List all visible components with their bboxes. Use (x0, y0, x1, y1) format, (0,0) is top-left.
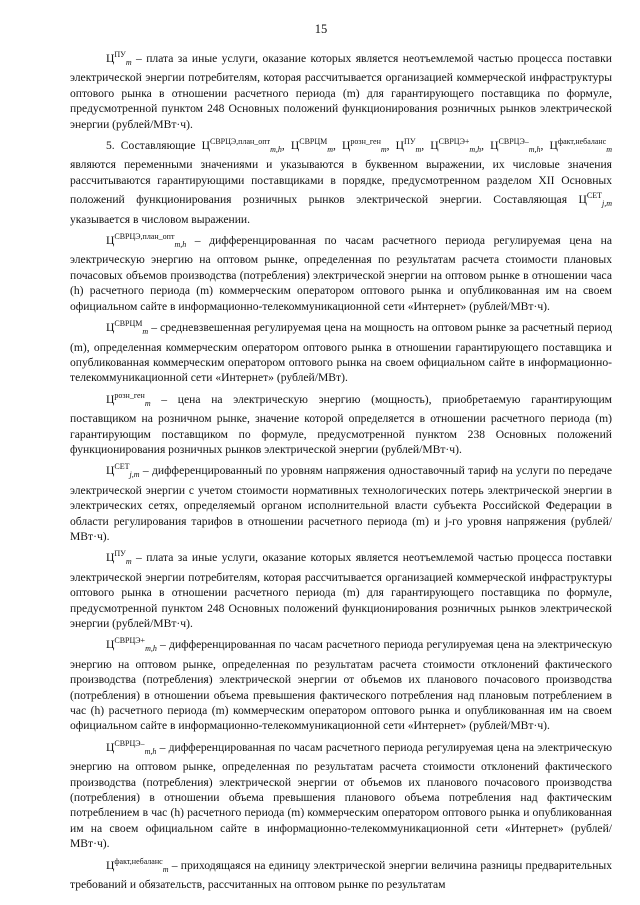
symbol-c-pu: $Ц^{ПУ}_m$ (106, 50, 132, 67)
definition-text: – дифференцированная по часам расчетного периода регулируемая цена на электрическую энергию на оптовом рынке, определенная по результатам расчета стоимости плановых почасовых объемов производства (потребления) электрической энергии на оптовом рынке в отношении часа (h) расчетного периода (m) коммерческим оператором оптового рынка и опубликованная им на своем официальном сайте в информационно-телекоммуникационной сети «Интернет» (рублей/МВт·ч). (70, 234, 612, 313)
page-number: 15 (314, 22, 328, 36)
symbol-c-svrce-plus: $Ц^{СВРЦЭ+}_{m,h}$ (430, 137, 482, 155)
symbol-c-pu: $Ц^{ПУ}_m$ (395, 137, 422, 155)
definition-text: – дифференцированная по часам расчетного периода регулируемая цена на электрическую энергию на оптовом рынке, определенная по результатам расчета стоимости отклонений фактического производства (потребления) электрической энергии от объемов их планового почасового производства (потребления) в отношении объема превышения планового объема потребления над фактическим потреблением в час (h) расчетного периода (m) коммерческим оператором оптового рынка и опубликованная им на своем официальном сайте в информационно-телекоммуникационной сети «Интернет» (рублей/МВт·ч). (70, 740, 612, 851)
definition-paragraph-pu-1 (70, 47, 612, 132)
definition-text: – дифференцированная по часам расчетного периода регулируемая цена на электрическую энергию на оптовом рынке, определенная по результатам расчета стоимости отклонений фактического производства (потребления) электрической энергии от объемов их планового почасового производства (потребления) в отношении объема превышения фактического потребления над плановым потреблением в час (h) расчетного периода (m) коммерческим оператором оптового рынка и опубликованная им на своем официальном сайте в информационно-телекоммуникационной сети «Интернет» (рублей/МВт·ч). (70, 638, 612, 733)
symbol-c-fakt-nebalans: $Ц^{факт,небаланс}_m$ (106, 856, 169, 874)
definition-paragraph-rozn-gen (70, 388, 612, 458)
symbol-c-svrce-minus: $Ц^{СВРЦЭ-}_{m,h}$ (490, 137, 541, 155)
symbol-c-svrce-minus: $Ц^{СВРЦЭ-}_{m,h}$ (106, 738, 157, 756)
definition-text: – цена на электрическую энергию (мощность), приобретаемую гарантирующим поставщиком на розничном рынке, значение которой определяется в отношении расчетного периода (m) гарантирующим поставщиком по формуле, предусмотренной пунктом 238 Основных положений функционирования розничных рынков электрической энергии (рублей/МВт·ч). (70, 392, 612, 456)
definition-paragraph-pu-2 (70, 546, 612, 631)
clause-text-b: указывается в числовом выражении. (70, 212, 251, 226)
symbol-c-rozn-gen: $Ц^{розн\_ген}_m$ (106, 390, 151, 408)
symbol-c-svrcm: $Ц^{СВРЦМ}_m$ (290, 137, 334, 155)
symbol-c-rozn-gen: $Ц^{розн\_ген}_m$ (342, 137, 387, 155)
definition-paragraph-fakt-nebalans (70, 854, 612, 893)
definition-text: – дифференцированный по уровням напряжения одноставочный тариф на услуги по передаче электрической энергии с учетом стоимости нормативных технологических потерь электрической энергии в электрических сетях, определяемый органом исполнительной власти субъекта Российской Федерации в области регулирования тарифов в отношении расчетного периода (m) и j-го уровня напряжения (рублей/МВт·ч). (70, 464, 612, 543)
definition-text: – средневзвешенная регулируемая цена на мощность на оптовом рынке за расчетный период (m), определенная коммерческим оператором оптового рынка в отношении гарантирующего поставщика и опубликованная коммерческим оператором оптового рынка на своем официальном сайте в информационно-телекоммуникационной сети «Интернет» (рублей/МВт). (70, 321, 612, 385)
definition-text: – плата за иные услуги, оказание которых является неотъемлемой частью процесса поставки электрической энергии потребителям, которая рассчитывается организацией коммерческой инфраструктуры оптового рынка в отношении расчетного периода (m) для гарантирующего поставщика по формуле, предусмотренной пунктом 248 Основных положений функционирования розничных рынков электрической энергии (рублей/МВт·ч). (70, 52, 612, 131)
clause-text-a: являются переменными значениями и указываются в буквенном выражении, их числовые значения рассчитываются гарантирующими поставщиками в порядке, предусмотренном разделом XII Основных положений функционирования розничных рынков электрической энергии. Составляющая (70, 158, 612, 207)
symbol-c-svrce-plan-opt: $Ц^{СВРЦЭ,план\_опт}_{m,h}$ (201, 137, 282, 155)
symbol-c-pu: $Ц^{ПУ}_m$ (106, 549, 132, 567)
definition-paragraph-svrce-minus (70, 736, 612, 852)
definition-text: – приходящаяся на единицу электрической энергии величина разницы предварительных требований и обязательств, рассчитанных на оптовом рынке по результатам (70, 858, 612, 892)
definition-paragraph-set (70, 459, 612, 544)
definition-paragraph-svrce-plan-opt (70, 229, 612, 314)
symbol-c-set: $Ц^{СЕТ}_{j,m}$ (578, 191, 612, 209)
symbol-c-fakt-nebalans: $Ц^{факт,небаланс}_m$ (549, 137, 612, 155)
definition-text: – плата за иные услуги, оказание которых является неотъемлемой частью процесса поставки электрической энергии потребителям, которая рассчитывается организацией коммерческой инфраструктуры оптового рынка в отношении расчетного периода (m) для гарантирующего поставщика по формуле, предусмотренной пунктом 248 Основных положений функционирования розничных рынков электрической энергии (рублей/МВт·ч). (70, 551, 612, 630)
symbol-c-set: $Ц^{СЕТ}_{j,m}$ (106, 462, 140, 480)
definition-paragraph-svrcm (70, 316, 612, 386)
symbol-c-svrce-plus: $Ц^{СВРЦЭ+}_{m,h}$ (106, 636, 157, 654)
symbol-c-svrce-plan-opt: $Ц^{СВРЦЭ,план\_опт}_{m,h}$ (106, 232, 187, 250)
symbol-c-svrcm: $Ц^{СВРЦМ}_m$ (106, 319, 149, 337)
clause-5-paragraph: 5. Составляющие $Ц^{СВРЦЭ,план\_опт}_{m,h}$, $Ц^{СВРЦМ}_m$, $Ц^{розн\_ген}_m$, $Ц^{ПУ}_m$, $Ц^{СВРЦЭ+}_{m,h}$, $Ц^{СВРЦЭ-}_{m,h}$, $Ц^{факт,небаланс}_m$ являются переменными значениями и указываются в буквенном выражении, их числовые значения рассчитываются гарантирующими поставщиками в порядке, предусмотренном разделом XII Основных положений функционирования розничных рынков электрической энергии. Составляющая $Ц^{СЕТ}_{j,m}$ указывается в числовом выражении. (70, 137, 612, 226)
definition-paragraph-svrce-plus (70, 633, 612, 733)
clause-lead: 5. Составляющие (106, 139, 202, 153)
